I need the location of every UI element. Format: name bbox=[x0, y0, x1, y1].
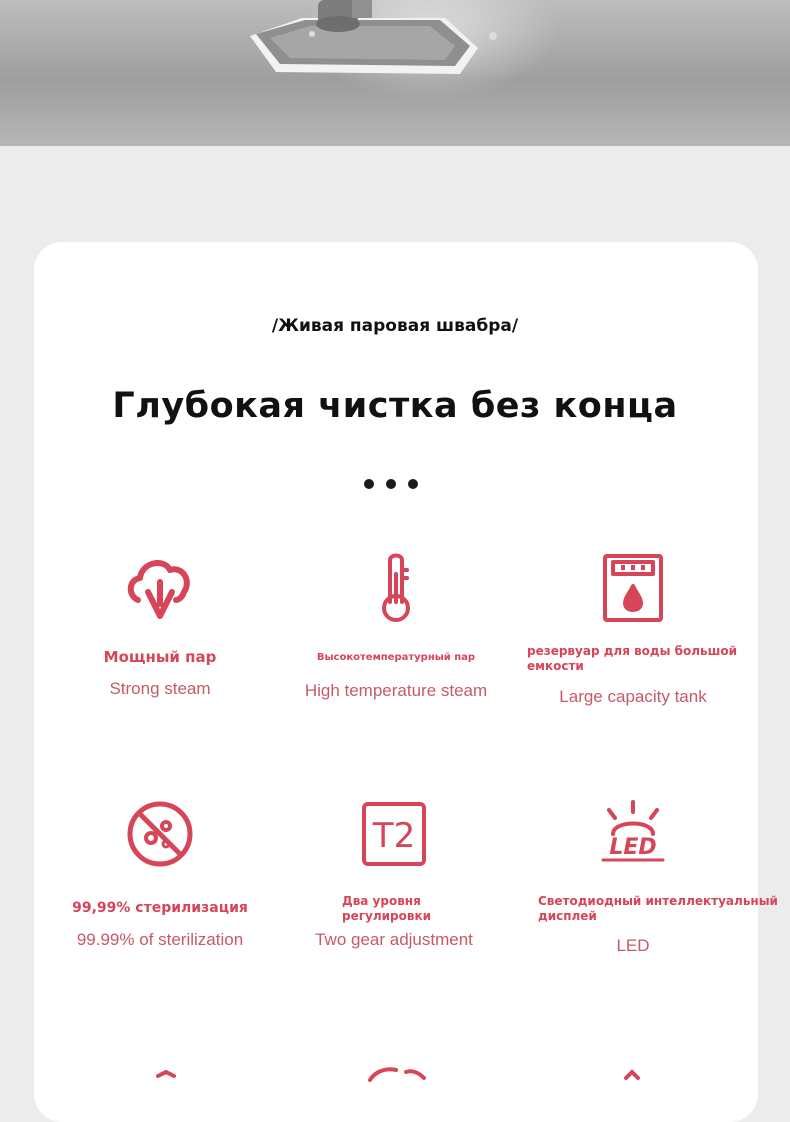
svg-text:LED: LED bbox=[609, 835, 657, 860]
feature-two-gear-adjustment bbox=[274, 800, 514, 950]
partial-icon-right bbox=[602, 1062, 662, 1082]
feature-label-ru: Высокотемпературный пар bbox=[316, 652, 476, 663]
thermometer-icon bbox=[376, 552, 416, 624]
feature-label-en: LED bbox=[616, 936, 650, 955]
feature-large-capacity-tank bbox=[513, 552, 753, 707]
feature-led-display bbox=[513, 800, 778, 956]
steam-mop-image bbox=[0, 0, 790, 146]
water-tank-icon bbox=[601, 552, 665, 624]
svg-text:T2: T2 bbox=[372, 816, 416, 856]
feature-label-ru: резервуар для воды большой емкости bbox=[527, 644, 738, 673]
feature-label-en: 99.99% of sterilization bbox=[76, 930, 244, 949]
feature-high-temperature-steam bbox=[276, 552, 516, 701]
page-title: Глубокая чистка без конца bbox=[112, 386, 678, 426]
dots-divider bbox=[364, 479, 418, 489]
steam-cloud-icon bbox=[124, 552, 196, 624]
feature-label-ru: Два уровня регулировки bbox=[342, 894, 431, 923]
feature-label-ru: Мощный пар bbox=[103, 648, 217, 666]
feature-label-ru: 99,99% стерилизация bbox=[72, 900, 248, 916]
feature-label-en: Strong steam bbox=[109, 679, 211, 698]
feature-label-ru: Светодиодный интеллектуальный дисплей bbox=[538, 894, 778, 923]
feature-sterilization bbox=[40, 800, 280, 950]
feature-label-en: Large capacity tank bbox=[559, 687, 707, 706]
feature-label-en: Two gear adjustment bbox=[315, 930, 473, 949]
feature-strong-steam bbox=[40, 552, 280, 699]
led-icon bbox=[597, 800, 669, 866]
feature-label-en: High temperature steam bbox=[304, 681, 488, 700]
no-bacteria-icon bbox=[126, 800, 194, 868]
product-subtitle: /Живая паровая швабра/ bbox=[271, 316, 519, 336]
t2-gear-icon bbox=[360, 800, 428, 868]
product-hero-image bbox=[0, 0, 790, 146]
partial-icon-middle bbox=[366, 1062, 426, 1082]
partial-icon-left bbox=[136, 1062, 196, 1082]
